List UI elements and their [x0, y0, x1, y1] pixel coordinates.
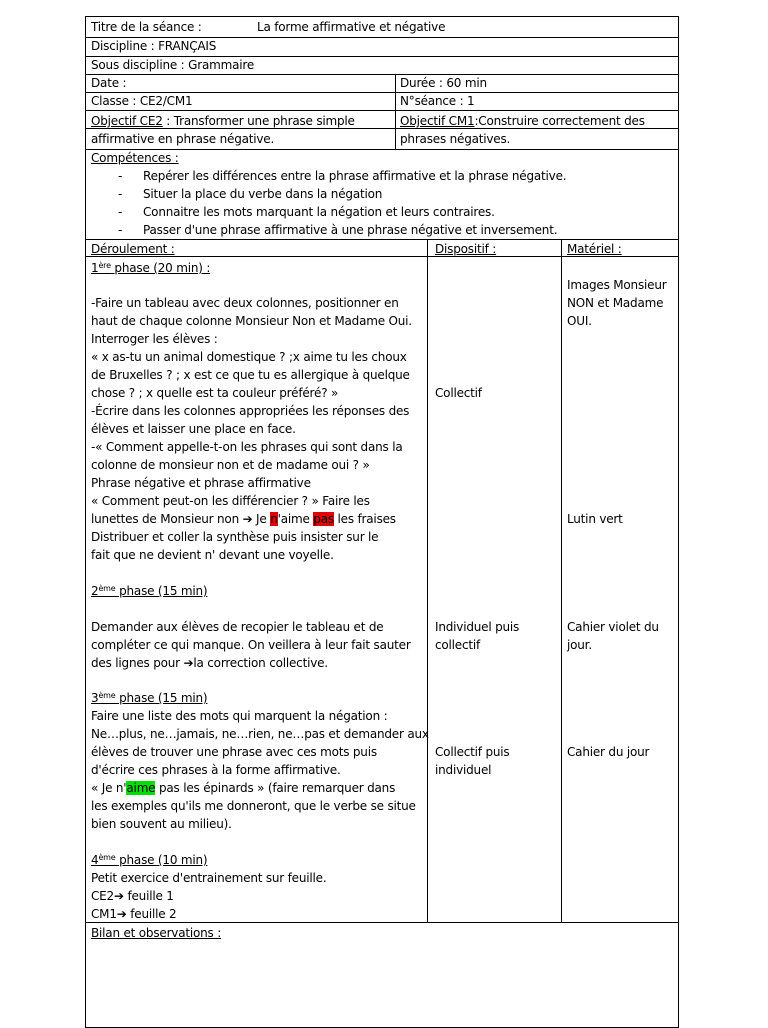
objective-ce2-text2: affirmative en phrase négative. [91, 132, 275, 146]
text-line: chose ? ; x quelle est ta couleur préféré? » [91, 386, 339, 400]
column-header-dispositif: Dispositif : [435, 242, 497, 256]
text-line: Individuel puis [435, 620, 520, 634]
phase-3-dispositif [435, 743, 509, 779]
column-header-materiel: Matériel : [567, 242, 622, 256]
text-line: Collectif puis [435, 745, 510, 759]
phase-number: 4 [91, 853, 99, 867]
highlight-verb: aime [126, 781, 156, 795]
objective-cm1 [400, 112, 645, 148]
text-line: NON et Madame [567, 296, 664, 310]
sub-discipline: Sous discipline : Grammaire [91, 58, 255, 72]
objective-ce2 [91, 112, 355, 148]
text-line: compléter ce qui manque. On veillera à leur fait sauter [91, 638, 411, 652]
phase-ordinal: ème [98, 853, 116, 862]
list-item: - Connaitre les mots marquant la négation et leurs contraires. [91, 203, 566, 221]
phase-2-materiel [567, 618, 659, 654]
class-field: Classe : CE2/CM1 [91, 94, 193, 108]
phase-ordinal: ème [98, 691, 116, 700]
text-line: d'écrire ces phrases à la forme affirmative. [91, 763, 341, 777]
phase-ordinal: ère [98, 261, 111, 270]
objective-cm1-text: :Construire correctement des [474, 114, 645, 128]
phase-4-body [91, 869, 326, 923]
col-divider [395, 74, 396, 149]
phase-1-materiel [567, 276, 666, 330]
competences-list [91, 167, 566, 239]
text-line: CE2➔ feuille 1 [91, 889, 174, 903]
text-line: Demander aux élèves de recopier le tableau et de [91, 620, 384, 634]
discipline: Discipline : FRANÇAIS [91, 39, 217, 53]
text-line: Faire une liste des mots qui marquent la négation : [91, 709, 388, 723]
phase-number: 1 [91, 261, 99, 275]
phase-duration: phase (10 min) [115, 853, 208, 867]
text-line: « x as-tu un animal domestique ? ;x aime tu les choux [91, 350, 407, 364]
list-item: - Passer d'une phrase affirmative à une phrase négative et inversement. [91, 221, 566, 239]
text-line: Phrase négative et phrase affirmative [91, 476, 311, 490]
text-line: des lignes pour ➔la correction collective. [91, 656, 328, 670]
col-divider [561, 239, 562, 922]
text-line: Petit exercice d'entrainement sur feuille. [91, 871, 327, 885]
text-line: individuel [435, 763, 492, 777]
phase-3-materiel: Cahier du jour [567, 745, 650, 759]
text-line: Distribuer et coller la synthèse puis insister sur le [91, 530, 379, 544]
text-line: Images Monsieur [567, 278, 667, 292]
text-line: -Faire un tableau avec deux colonnes, positionner en [91, 296, 399, 310]
text-segment: les fraises [333, 512, 396, 526]
text-line: fait que ne devient n' devant une voyelle. [91, 548, 334, 562]
phase-2-body [91, 618, 411, 672]
list-item: - Repérer les différences entre la phrase affirmative et la phrase négative. [91, 167, 566, 185]
text-line: de Bruxelles ? ; x est ce que tu es allergique à quelque [91, 368, 410, 382]
lesson-plan-sheet [85, 16, 679, 1024]
text-line: « Comment peut-on les différencier ? » Faire les [91, 494, 370, 508]
date-field: Date : [91, 76, 127, 90]
text-line: Interroger les élèves : [91, 332, 218, 346]
text-line: élèves et laisser une place en face. [91, 422, 296, 436]
phase-number: 3 [91, 691, 99, 705]
text-line: Cahier violet du [567, 620, 659, 634]
highlight-ne: n [270, 512, 278, 526]
objective-cm1-text2: phrases négatives. [400, 132, 511, 146]
row-divider [85, 110, 679, 111]
text-line: jour. [567, 638, 592, 652]
text-line: bien souvent au milieu). [91, 817, 232, 831]
phase-1-title [91, 259, 210, 277]
objective-ce2-text: : Transformer une phrase simple [162, 114, 355, 128]
objective-cm1-label: Objectif CM1 [400, 114, 475, 128]
objective-ce2-label: Objectif CE2 [91, 114, 163, 128]
phase-duration: phase (20 min) : [110, 261, 211, 275]
phase-1-materiel-2: Lutin vert [567, 512, 623, 526]
text-line: CM1➔ feuille 2 [91, 907, 177, 921]
text-line: -Écrire dans les colonnes appropriées les réponses des [91, 404, 410, 418]
phase-2-title [91, 582, 207, 600]
column-header-deroulement: Déroulement : [91, 242, 175, 256]
phase-4-title [91, 851, 207, 869]
phase-1-body [91, 294, 412, 564]
text-line: collectif [435, 638, 481, 652]
row-divider [85, 74, 679, 75]
duration-field: Durée : 60 min [400, 76, 487, 90]
text-line: haut de chaque colonne Monsieur Non et Madame Oui. [91, 314, 412, 328]
text-line-highlighted [91, 510, 412, 528]
phase-2-dispositif [435, 618, 519, 654]
phase-duration: phase (15 min) [115, 584, 208, 598]
session-title-label: Titre de la séance : [91, 20, 202, 34]
list-item: - Situer la place du verbe dans la négation [91, 185, 566, 203]
session-number: N°séance : 1 [400, 94, 475, 108]
text-line: -« Comment appelle-t-on les phrases qui sont dans la [91, 440, 403, 454]
highlight-pas: pas [313, 512, 334, 526]
phase-number: 2 [91, 584, 99, 598]
text-line: colonne de monsieur non et de madame oui ? » [91, 458, 370, 472]
text-segment: pas les épinards » (faire remarquer dans [155, 781, 396, 795]
text-line: les exemples qu'ils me donneront, que le verbe se situe [91, 799, 416, 813]
phase-3-body [91, 707, 429, 833]
text-line: OUI. [567, 314, 592, 328]
session-title: La forme affirmative et négative [257, 20, 446, 34]
phase-duration: phase (15 min) [115, 691, 208, 705]
bilan-label: Bilan et observations : [91, 926, 222, 940]
phase-ordinal: ème [98, 584, 116, 593]
text-segment: « Je n' [91, 781, 127, 795]
text-segment: 'aime [277, 512, 314, 526]
competences-label: Compétences : [91, 151, 179, 165]
phase-1-dispositif: Collectif [435, 386, 482, 400]
text-segment: lunettes de Monsieur non ➔ Je [91, 512, 271, 526]
phase-3-title [91, 689, 207, 707]
text-line: élèves de trouver une phrase avec ces mots puis [91, 745, 377, 759]
text-line: Ne…plus, ne…jamais, ne…rien, ne…pas et demander aux [91, 727, 429, 741]
text-line-highlighted [91, 779, 429, 797]
